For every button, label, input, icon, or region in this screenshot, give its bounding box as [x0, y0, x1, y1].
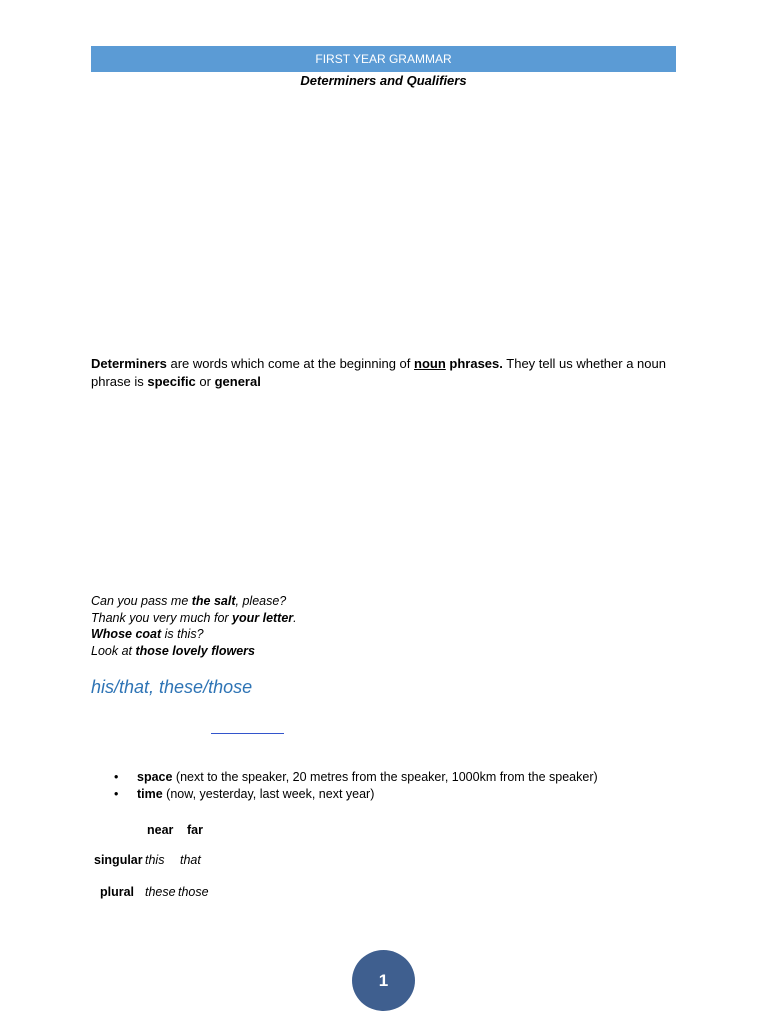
bullet-list — [91, 769, 691, 802]
example-line — [91, 643, 676, 660]
intro-term-specific: specific — [147, 374, 196, 389]
example-determiner: your letter — [232, 610, 294, 625]
intro-text: or — [195, 374, 215, 389]
example-text: Can you pass me — [91, 594, 192, 608]
page-subtitle: Determiners and Qualifiers — [300, 73, 467, 88]
example-text: Thank you very much for — [91, 610, 233, 625]
page-number: 1 — [378, 970, 389, 990]
table-header-near: near — [147, 823, 174, 837]
header-title: FIRST YEAR GRAMMAR — [315, 52, 452, 66]
bullet-icon: • — [114, 786, 119, 801]
bullet-term: time — [137, 786, 163, 801]
example-text: is this? — [161, 627, 204, 641]
table-row-label-plural: plural — [100, 885, 135, 899]
example-text: , please? — [235, 594, 287, 608]
bullet-item-space — [91, 769, 691, 786]
intro-term-general: general — [214, 374, 261, 389]
bullet-term: space — [137, 770, 173, 784]
intro-term-noun: noun — [414, 356, 446, 371]
bullet-item-time — [91, 786, 691, 803]
bullet-icon: • — [114, 770, 119, 784]
table-cell-singular-near: this — [145, 853, 165, 867]
intro-term-phrases: phrases. — [449, 356, 503, 371]
intro-text: are words which come at the beginning of — [166, 356, 415, 371]
example-determiner: those lovely flowers — [135, 643, 255, 658]
table-cell-plural-far: those — [178, 885, 209, 899]
example-determiner: Whose coat — [91, 627, 162, 641]
page-number-badge — [352, 950, 415, 1011]
example-line — [91, 626, 676, 643]
bullet-desc: (next to the speaker, 20 metres from the speaker, 1000km from the speaker) — [172, 770, 598, 784]
example-line — [91, 610, 676, 627]
table-row-label-singular: singular — [94, 853, 143, 867]
intro-term-determiners: Determiners — [91, 356, 167, 371]
header-bar — [91, 46, 676, 72]
example-text: Look at — [91, 643, 136, 658]
link-underline[interactable] — [211, 733, 284, 734]
intro-paragraph — [91, 355, 676, 391]
table-cell-plural-near: these — [145, 885, 176, 899]
section-heading: his/that, these/those — [91, 677, 253, 697]
example-sentences — [91, 593, 676, 659]
example-text: . — [293, 610, 297, 625]
example-line — [91, 593, 676, 610]
intro-text: They tell us whether a noun phrase is — [91, 356, 666, 389]
table-header-far: far — [187, 823, 203, 837]
table-cell-singular-far: that — [180, 853, 201, 867]
bullet-desc: (now, yesterday, last week, next year) — [162, 786, 375, 801]
example-determiner: the salt — [191, 594, 236, 608]
